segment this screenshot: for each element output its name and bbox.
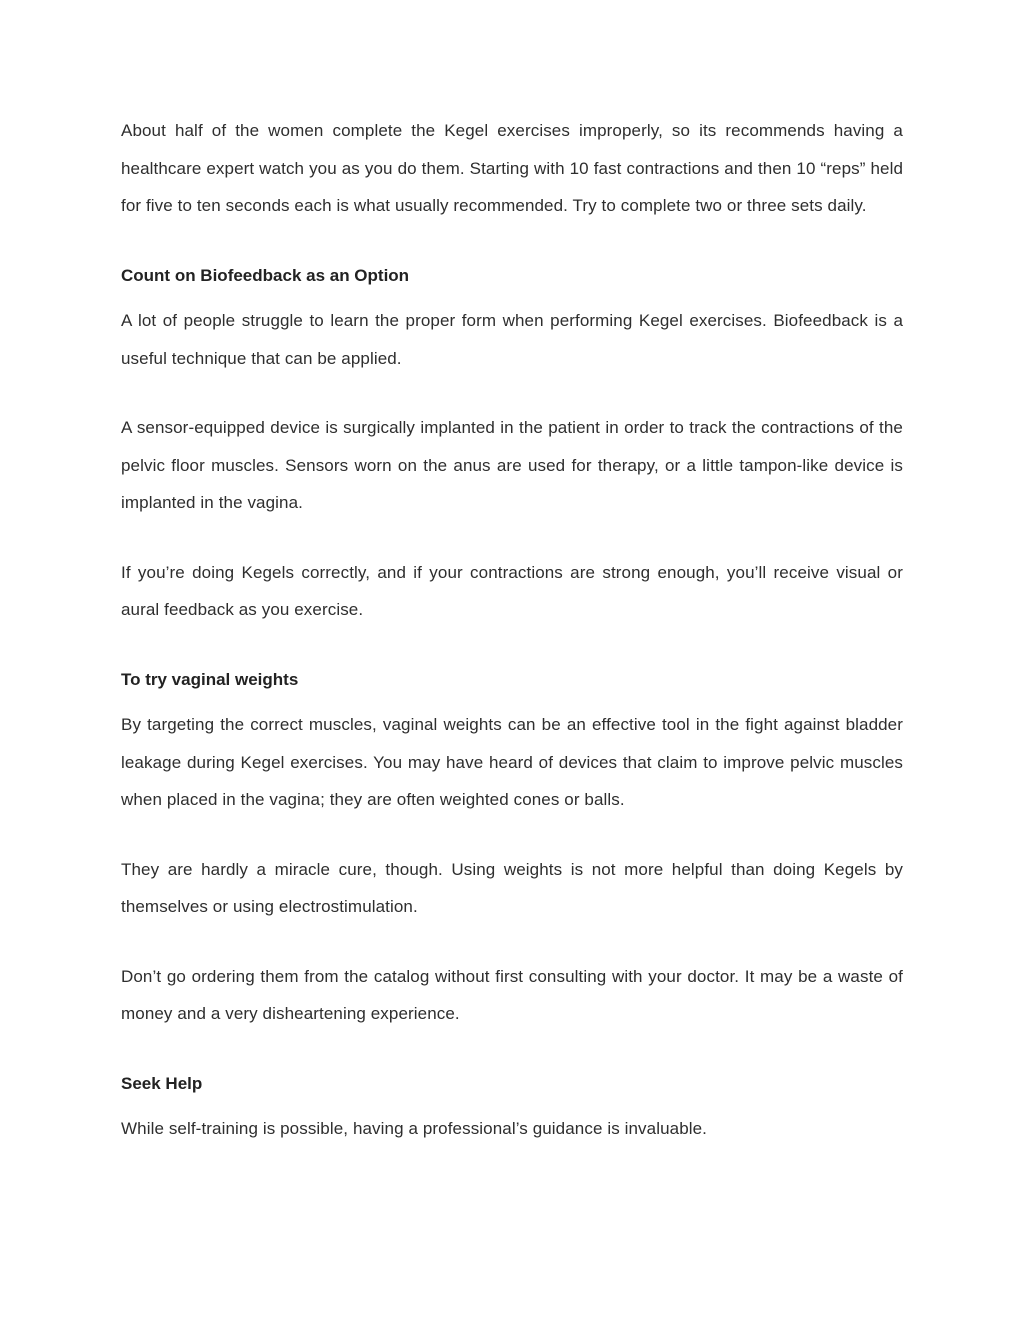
paragraph-seek-help: While self-training is possible, having a professional’s guidance is invaluable. [121,1119,708,1138]
paragraph-biofeedback-feedback: If you’re doing Kegels correctly, and if your contractions are strong enough, you’ll receive visual or aural feedback as you exercise. [121,562,903,619]
paragraph-vaginal-weights-intro: By targeting the correct muscles, vaginal weights can be an effective tool in the fight against bladder leakage during Kegel exercises. You may have heard of devices that claim to improve pelvic muscles when placed in the vagina; they are often weighted cones or balls. [121,715,903,809]
heading-biofeedback: Count on Biofeedback as an Option [121,265,410,285]
paragraph-vaginal-weights-caution: Don’t go ordering them from the catalog without first consulting with your doctor. It may be a waste of money and a very disheartening experience. [121,966,903,1023]
paragraph-kegel-technique: About half of the women complete the Kegel exercises improperly, so its recommends having a healthcare expert watch you as you do them. Starting with 10 fast contractions and then 10 “reps” held for five to ten seconds each is what usually recommended. Try to complete two or three sets daily. [121,121,903,215]
heading-seek-help: Seek Help [121,1073,203,1093]
paragraph-vaginal-weights-limits: They are hardly a miracle cure, though. Using weights is not more helpful than doing Kegels by themselves or using electrostimulation. [121,859,903,916]
heading-vaginal-weights: To try vaginal weights [121,669,299,689]
document-page [121,112,903,1148]
paragraph-biofeedback-device: A sensor-equipped device is surgically implanted in the patient in order to track the contractions of the pelvic floor muscles. Sensors worn on the anus are used for therapy, or a little tampon-like device is implanted in the vagina. [121,418,903,512]
paragraph-biofeedback-intro: A lot of people struggle to learn the proper form when performing Kegel exercises. Biofeedback is a useful technique that can be applied. [121,311,903,368]
